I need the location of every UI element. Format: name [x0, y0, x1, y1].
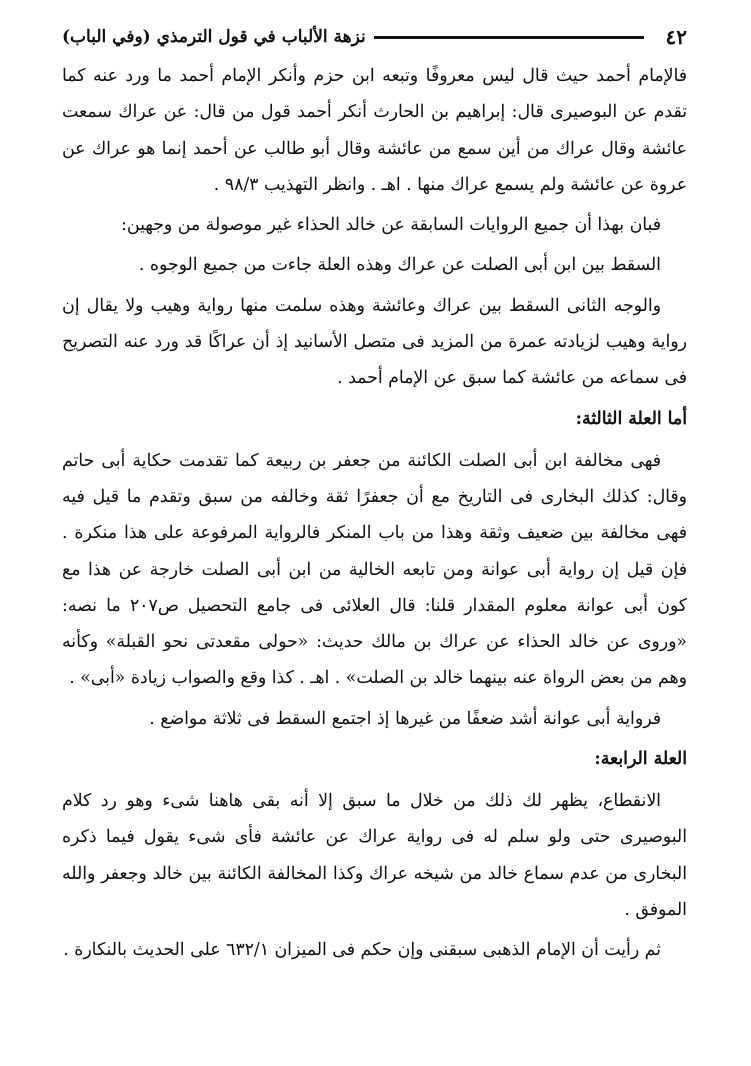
- paragraph-5: فهى مخالفة ابن أبى الصلت الكائنة من جعفر بن ربيعة كما تقدمت حكاية أبى حاتم وقال: كذلك البخارى فى التاريخ مع أن جعفرًا ثقة وخالفه من سبق وتقدم ما قيل فيه فهى مخالفة بين ضعيف وثقة وهذا من باب المنكر فالرواية المرفوعة على هذا منكرة . فإن قيل إن رواية أبى عوانة ومن تابعه الخالية من ابن أبى الصلت خارجة عن هذا مع كون أبى عوانة معلوم المقدار قلنا: قال العلائى فى جامع التحصيل ص٢٠٧ ما نصه: «وروى عن خالد الحذاء عن عراك بن مالك حديث: «حولى مقعدتى نحو القبلة» وكأنه وهم من بعض الرواة عنه بينهما خالد بن الصلت» . اهـ . كذا وقع والصواب زيادة «أبى» .: [62, 450, 687, 689]
- page-header: [62, 22, 687, 52]
- paragraph-8: ثم رأيت أن الإمام الذهبى سبقنى وإن حكم فى الميزان ٦٣٢/١ على الحديث بالنكارة .: [63, 940, 661, 961]
- paragraph-7: الانقطاع، يظهر لك ذلك من خلال ما سبق إلا أنه بقى هاهنا شىء وهو رد كلام البوصيرى حتى ولو سلم له فى رواية عراك عن عائشة فأى شىء يقول فيما ذكره البخارى من عدم سماع خالد من شيخه عراك وكذا المخالفة الكائنة بين خالد وجعفر والله الموفق .: [62, 791, 687, 920]
- paragraph-4: والوجه الثانى السقط بين عراك وعائشة وهذه سلمت منها رواية وهيب ولا يقال إن رواية وهيب لزيادته عمرة من المزيد فى متصل الأسانيد إذ أن عراكًا قد ورد عنه التصريح فى سماعه من عائشة كما سبق عن الإمام أحمد .: [62, 295, 687, 389]
- section-heading-third-defect: أما العلة الثالثة:: [575, 408, 687, 429]
- paragraph-3: السقط بين ابن أبى الصلت عن عراك وهذه العلة جاءت من جميع الوجوه .: [138, 255, 661, 276]
- running-title: نزهة الألباب في قول الترمذي (وفي الباب): [62, 27, 366, 47]
- header-rule: [374, 36, 644, 39]
- paragraph-6: فرواية أبى عوانة أشد ضعفًا من غيرها إذ اجتمع السقط فى ثلاثة مواضع .: [149, 708, 661, 729]
- paragraph-1: فالإمام أحمد حيث قال ليس معروفًا وتبعه ابن حزم وأنكر الإمام أحمد ما ورد عنه كما تقدم عن البوصيرى قال: إبراهيم بن الحارث أنكر أحمد قول من قال: عن عراك سمعت عائشة وقال عراك من أين سمع من عائشة وقال أبو طالب عن أحمد إنما هو عراك عن عروة عن عائشة ولم يسمع عراك منها . اهـ . وانظر التهذيب ٩٨/٣ .: [62, 66, 687, 195]
- paragraph-2: فبان بهذا أن جميع الروايات السابقة عن خالد الحذاء غير موصولة من وجهين:: [121, 215, 661, 236]
- section-heading-fourth-defect: العلة الرابعة:: [594, 749, 687, 770]
- page-number: ٤٢: [665, 25, 687, 49]
